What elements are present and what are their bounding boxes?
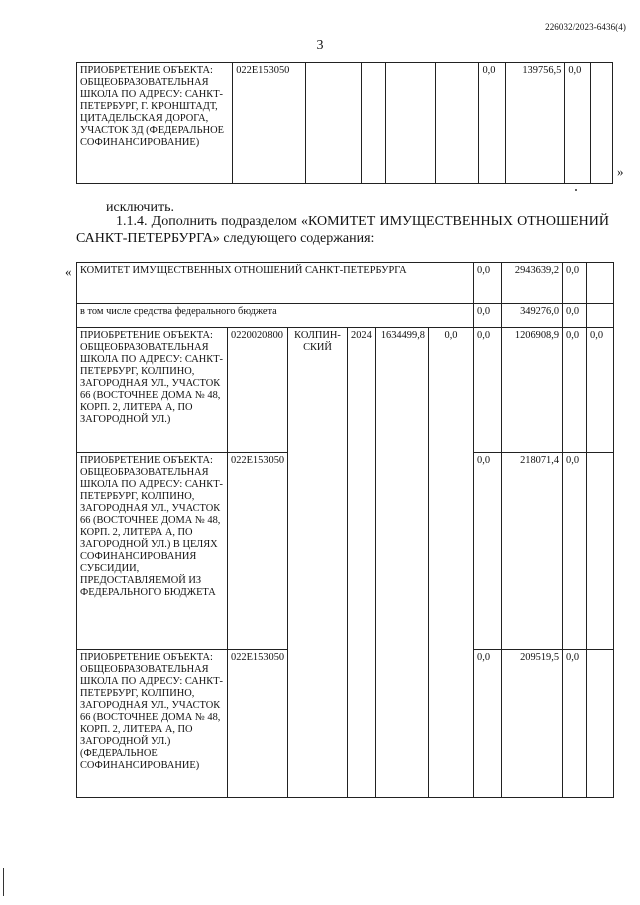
budget-code: 022Е153050 [228,650,288,798]
exclude-text: исключить. [106,200,174,215]
federal-budget-label: в том числе средства федерального бюджета [77,304,474,328]
value-cell: 139756,5 [506,63,565,184]
value-cell: 0,0 [563,650,587,798]
document-number: 226032/2023-6436(4) [545,22,626,32]
value-cell: 0,0 [563,453,587,650]
value-cell: 0,0 [565,63,591,184]
prior-cell: 0,0 [429,328,474,798]
year-cell: 2024 [348,328,376,798]
value-cell: 218071,4 [502,453,563,650]
cost-cell: 1634499,8 [376,328,429,798]
value-cell: 0,0 [563,263,587,304]
amendment-paragraph: 1.1.4. Дополнить подразделом «КОМИТЕТ ИМУЩЕСТВЕННЫХ ОТНОШЕНИЙ САНКТ-ПЕТЕРБУРГА» следующего содержания: [76,214,609,246]
value-cell: 209519,5 [502,650,563,798]
scan-margin-line [3,868,4,896]
value-cell: 349276,0 [502,304,563,328]
budget-code: 022Е153050 [233,63,305,184]
value-cell: 0,0 [474,650,502,798]
object-name: ПРИОБРЕТЕНИЕ ОБЪЕКТА: ОБЩЕОБРАЗОВАТЕЛЬНАЯ ШКОЛА ПО АДРЕСУ: САНКТ-ПЕТЕРБУРГ, КОЛПИНО, ЗАГОРОДНАЯ УЛ., УЧАСТОК 66 (ВОСТОЧНЕЕ ДОМА № 48, КОРП. 2, ЛИТЕРА А, ПО ЗАГОРОДНОЙ УЛ.) (ФЕДЕРАЛЬНОЕ СОФИНАНСИРОВАНИЕ) [77,650,228,798]
object-name: ПРИОБРЕТЕНИЕ ОБЪЕКТА: ОБЩЕОБРАЗОВАТЕЛЬНАЯ ШКОЛА ПО АДРЕСУ: САНКТ-ПЕТЕРБУРГ, КОЛПИНО, ЗАГОРОДНАЯ УЛ., УЧАСТОК 66 (ВОСТОЧНЕЕ ДОМА № 48, КОРП. 2, ЛИТЕРА А, ПО ЗАГОРОДНОЙ УЛ.) [77,328,228,453]
value-cell: 0,0 [474,453,502,650]
committee-name: КОМИТЕТ ИМУЩЕСТВЕННЫХ ОТНОШЕНИЙ САНКТ-ПЕТЕРБУРГА [77,263,474,304]
value-cell: 1206908,9 [502,328,563,453]
page-number: 3 [316,38,324,53]
closing-quote: » [617,164,624,179]
table-committee [76,262,614,798]
value-cell: 0,0 [587,328,614,453]
object-name: ПРИОБРЕТЕНИЕ ОБЪЕКТА: ОБЩЕОБРАЗОВАТЕЛЬНАЯ ШКОЛА ПО АДРЕСУ: САНКТ-ПЕТЕРБУРГ, КОЛПИНО, ЗАГОРОДНАЯ УЛ., УЧАСТОК 66 (ВОСТОЧНЕЕ ДОМА № 48, КОРП. 2, ЛИТЕРА А, ПО ЗАГОРОДНОЙ УЛ.) В ЦЕЛЯХ СОФИНАНСИРОВАНИЯ СУБСИДИИ, ПРЕДОСТАВЛЯЕМОЙ ИЗ ФЕДЕРАЛЬНОГО БЮДЖЕТА [77,453,228,650]
value-cell: 0,0 [563,328,587,453]
value-cell: 2943639,2 [502,263,563,304]
table-row [77,263,614,304]
value-cell: 0,0 [474,304,502,328]
budget-code: 022Е153050 [228,453,288,650]
object-name: ПРИОБРЕТЕНИЕ ОБЪЕКТА: ОБЩЕОБРАЗОВАТЕЛЬНАЯ ШКОЛА ПО АДРЕСУ: САНКТ-ПЕТЕРБУРГ, Г. КРОНШТАДТ, ЦИТАДЕЛЬСКАЯ ДОРОГА, УЧАСТОК 3Д (ФЕДЕРАЛЬНОЕ СОФИНАНСИРОВАНИЕ) [77,63,233,184]
district-cell: КОЛПИН-СКИЙ [288,328,348,798]
table-row [77,328,614,453]
value-cell: 0,0 [563,304,587,328]
table-row [77,304,614,328]
opening-quote: « [65,264,72,279]
margin-mark [575,189,577,191]
value-cell: 0,0 [474,328,502,453]
table-continuation [76,62,613,184]
budget-code: 0220020800 [228,328,288,453]
table-row [77,63,613,184]
value-cell: 0,0 [474,263,502,304]
value-cell: 0,0 [479,63,506,184]
